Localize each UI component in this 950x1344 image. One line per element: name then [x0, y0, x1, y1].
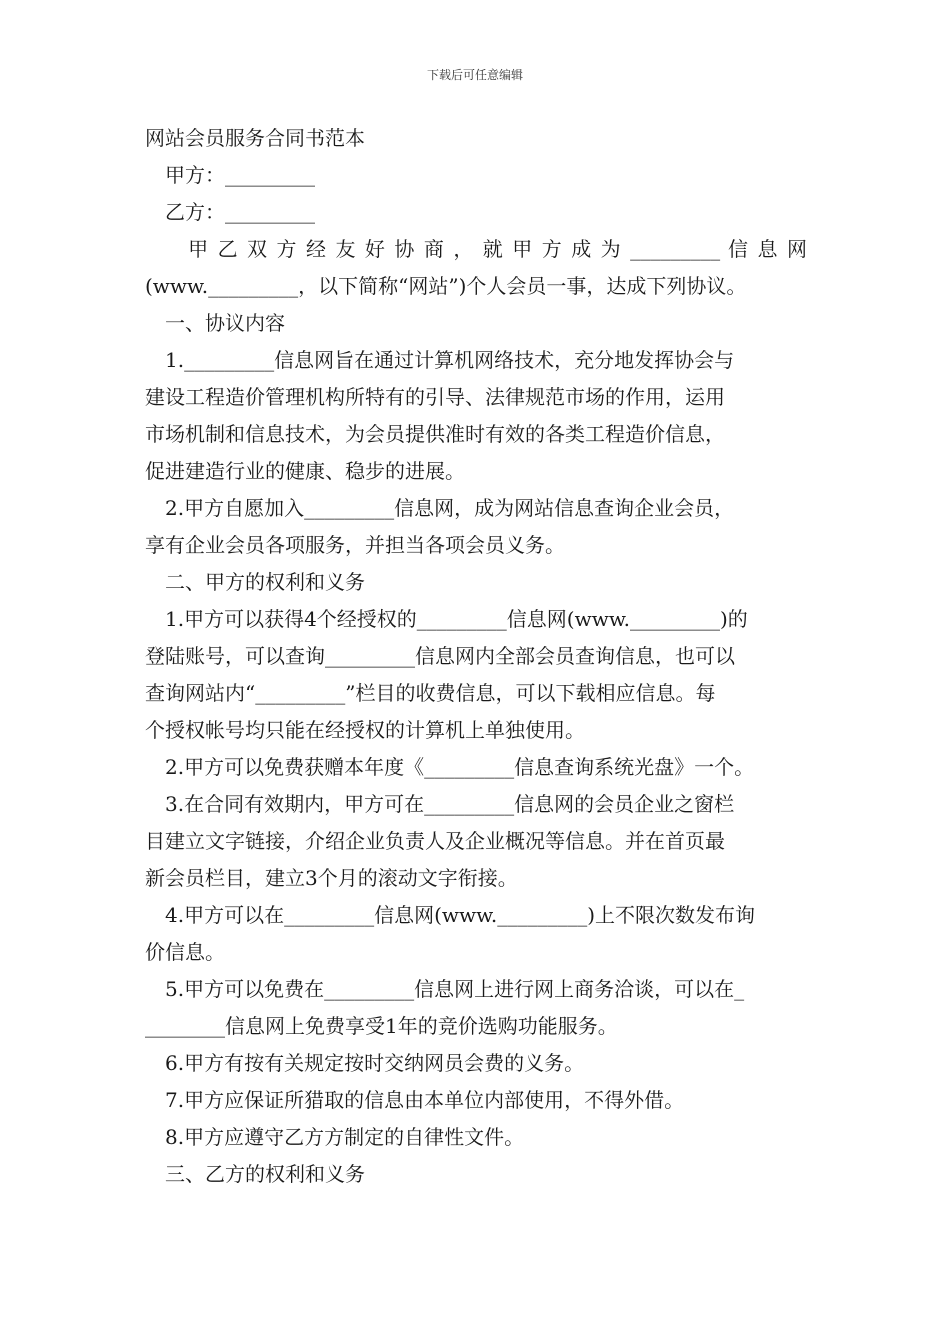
- paragraph-line: ________信息网上免费享受1年的竞价选购功能服务。: [145, 1014, 618, 1038]
- paragraph-line: 8.甲方应遵守乙方方制定的自律性文件。: [145, 1125, 525, 1149]
- paragraph-line: 6.甲方有按有关规定按时交纳网员会费的义务。: [145, 1051, 585, 1075]
- paragraph-line: 价信息。: [145, 940, 225, 964]
- document-body: [145, 120, 807, 1193]
- paragraph-line: 享有企业会员各项服务，并担当各项会员义务。: [145, 533, 565, 557]
- paragraph-line: 目建立文字链接，介绍企业负责人及企业概况等信息。并在首页最: [145, 829, 725, 853]
- paragraph-line: 5.甲方可以免费在_________信息网上进行网上商务洽谈，可以在_: [145, 977, 745, 1001]
- paragraph-line: 1._________信息网旨在通过计算机网络技术，充分地发挥协会与: [145, 348, 735, 372]
- paragraph-line: 甲 乙 双 方 经 友 好 协 商 ， 就 甲 方 成 为 _________ 信 息 网: [145, 237, 807, 261]
- section-heading: 三、乙方的权利和义务: [145, 1162, 365, 1186]
- paragraph-line: 市场机制和信息技术，为会员提供准时有效的各类工程造价信息，: [145, 422, 725, 446]
- paragraph-line: 促进建造行业的健康、稳步的进展。: [145, 459, 465, 483]
- paragraph-line: 新会员栏目，建立3个月的滚动文字衔接。: [145, 866, 518, 890]
- paragraph-line: 4.甲方可以在_________信息网(www._________)上不限次数发布询: [145, 903, 756, 927]
- paragraph-line: 个授权帐号均只能在经授权的计算机上单独使用。: [145, 718, 585, 742]
- paragraph-line: 1.甲方可以获得4个经授权的_________信息网(www._________)的: [145, 607, 748, 631]
- party-a-line: 甲方：_________: [145, 163, 315, 187]
- paragraph-line: 3.在合同有效期内，甲方可在_________信息网的会员企业之窗栏: [145, 792, 735, 816]
- paragraph-line: 7.甲方应保证所猎取的信息由本单位内部使用，不得外借。: [145, 1088, 685, 1112]
- paragraph-line: 2.甲方自愿加入_________信息网，成为网站信息查询企业会员，: [145, 496, 735, 520]
- paragraph-line: 2.甲方可以免费获赠本年度《_________信息查询系统光盘》一个。: [145, 755, 755, 779]
- paragraph-line: 登陆账号，可以查询_________信息网内全部会员查询信息，也可以: [145, 644, 735, 668]
- party-b-line: 乙方：_________: [145, 200, 315, 224]
- section-heading: 一、协议内容: [145, 311, 285, 335]
- section-heading: 二、甲方的权利和义务: [145, 570, 365, 594]
- page-header-note: 下载后可任意编辑: [426, 68, 523, 82]
- paragraph-line: 查询网站内“_________”栏目的收费信息，可以下载相应信息。每: [145, 681, 716, 705]
- paragraph-line: 建设工程造价管理机构所特有的引导、法律规范市场的作用，运用: [145, 385, 725, 409]
- paragraph-line: (www._________，以下简称“网站”)个人会员一事，达成下列协议。: [145, 274, 747, 298]
- document-title: 网站会员服务合同书范本: [145, 126, 365, 150]
